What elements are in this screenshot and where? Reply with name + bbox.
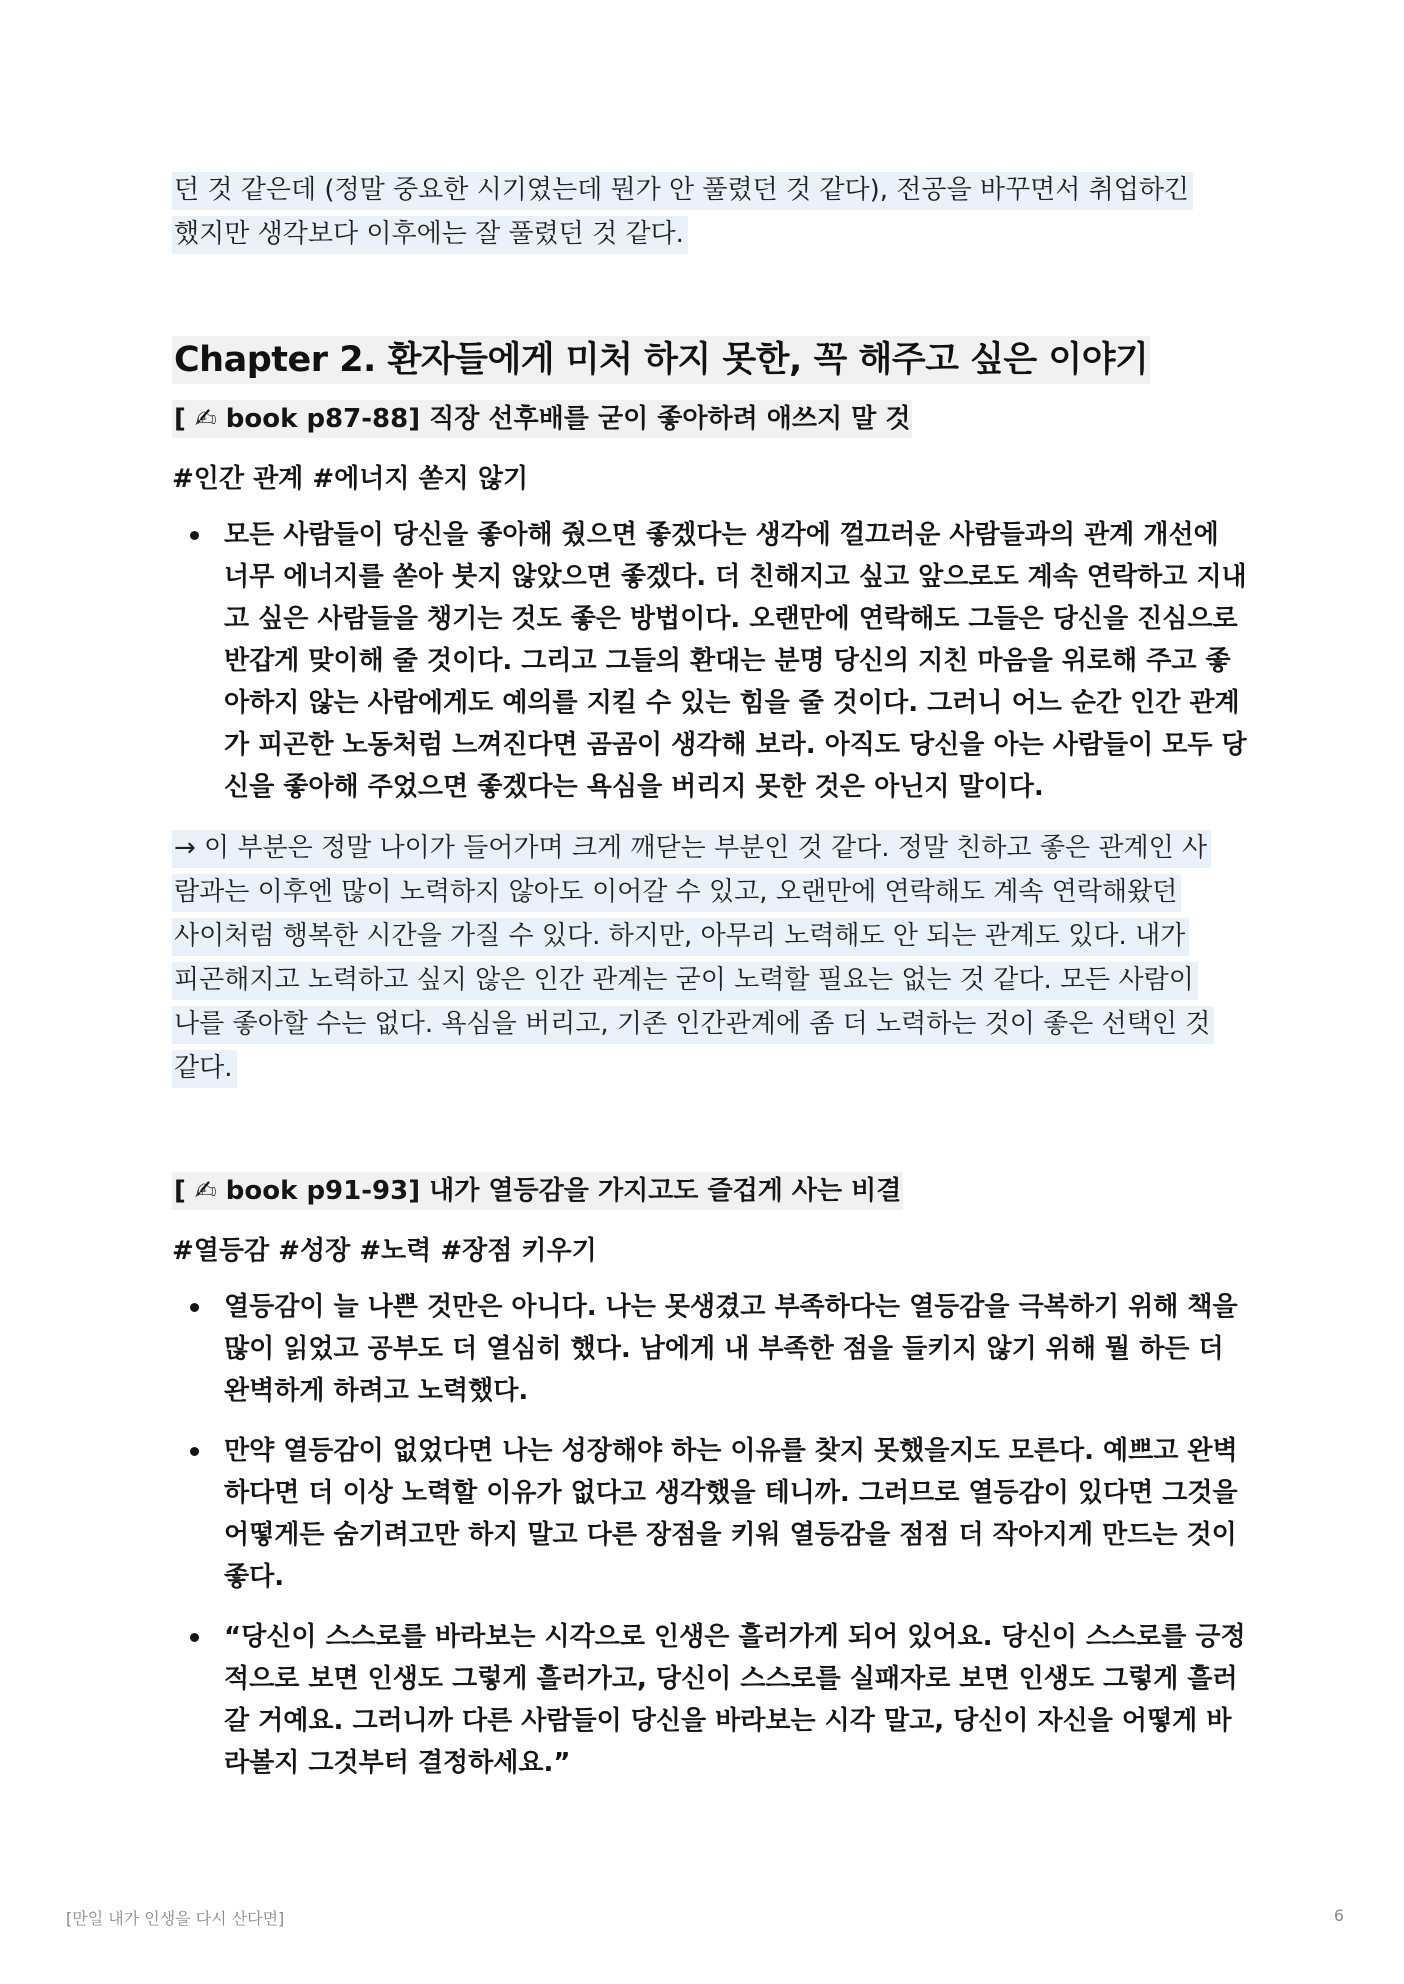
bullet-dot-icon bbox=[190, 1447, 199, 1456]
bullet-text: 열등감이 늘 나쁜 것만은 아니다. 나는 못생겼고 부족하다는 열등감을 극복하기 위해 책을 많이 읽었고 공부도 더 열심히 했다. 남에게 내 부족한 점을 들키지 않기 위해 뭘 하든 더 완벽하게 하려고 노력했다. bbox=[224, 1292, 1238, 1406]
section-heading bbox=[172, 1170, 1252, 1212]
bullet-text: “당신이 스스로를 바라보는 시각으로 인생은 흘러가게 되어 있어요. 당신이 스스로를 긍정적으로 보면 인생도 그렇게 흘러가고, 당신이 스스로를 실패자로 보면 인생도 그렇게 흘러갈 거예요. 그러니까 다른 사람들이 당신을 바라보는 시각 말고, 당신이 자신을 어떻게 바라볼지 그것부터 결정하세요.” bbox=[224, 1622, 1246, 1778]
section-book-p87-88 bbox=[172, 398, 1252, 1090]
section-heading-text: [ ✍ book p91-93] 내가 열등감을 가지고도 즐겁게 사는 비결 bbox=[172, 1172, 903, 1210]
bullet-text: 모든 사람들이 당신을 좋아해 줬으면 좋겠다는 생각에 껄끄러운 사람들과의 관계 개선에 너무 에너지를 쏟아 붓지 않았으면 좋겠다. 더 친해지고 싶고 앞으로도 계속 연락하고 지내고 싶은 사람들을 챙기는 것도 좋은 방법이다. 오랜만에 연락해도 그들은 당신을 진심으로 반갑게 맞이해 줄 것이다. 그리고 그들의 환대는 분명 당신의 지친 마음을 위로해 주고 좋아하지 않는 사람에게도 예의를 지킬 수 있는 힘을 줄 것이다. 그러니 어느 순간 인간 관계가 피곤한 노동처럼 느껴진다면 곰곰이 생각해 보라. 아직도 당신을 아는 사람들이 모두 당신을 좋아해 주었으면 좋겠다는 욕심을 버리지 못한 것은 아닌지 말이다. bbox=[224, 520, 1247, 802]
section-heading-text: [ ✍ book p87-88] 직장 선후배를 굳이 좋아하려 애쓰지 말 것 bbox=[172, 400, 912, 438]
note-line: 람과는 이후엔 많이 노력하지 않아도 이어갈 수 있고, 오랜만에 연락해도 계속 연락해왔던 bbox=[172, 874, 1181, 912]
section-tags: #열등감 #성장 #노력 #장점 키우기 bbox=[172, 1236, 597, 1266]
footer-document-title: [만일 내가 인생을 다시 산다면] bbox=[66, 1909, 285, 1928]
section-book-p91-93 bbox=[172, 1170, 1252, 1784]
note-line: 사이처럼 행복한 시간을 가질 수 있다. 하지만, 아무리 노력해도 안 되는 관계도 있다. 내가 bbox=[172, 918, 1189, 956]
bullet-dot-icon bbox=[190, 1303, 199, 1312]
note-line: 나를 좋아할 수는 없다. 욕심을 버리고, 기존 인간관계에 좀 더 노력하는 것이 좋은 선택인 것 bbox=[172, 1006, 1214, 1044]
footer-page-number: 6 bbox=[1333, 1906, 1344, 1925]
reflection-note bbox=[172, 826, 1252, 1090]
note-line: → 이 부분은 정말 나이가 들어가며 크게 깨닫는 부분인 것 같다. 정말 친하고 좋은 관계인 사 bbox=[172, 830, 1211, 868]
note-line: 피곤해지고 노력하고 싶지 않은 인간 관계는 굳이 노력할 필요는 없는 것 같다. 모든 사람이 bbox=[172, 962, 1198, 1000]
bullet-list bbox=[172, 1286, 1252, 1784]
bullet-dot-icon bbox=[190, 531, 199, 540]
bullet-dot-icon bbox=[190, 1633, 199, 1642]
chapter-title-text: Chapter 2. 환자들에게 미처 하지 못한, 꼭 해주고 싶은 이야기 bbox=[172, 336, 1150, 384]
bullet-item bbox=[172, 514, 1252, 808]
bullet-item bbox=[172, 1430, 1252, 1598]
bullet-list bbox=[172, 514, 1252, 808]
note-line: 같다. bbox=[172, 1050, 237, 1088]
bullet-item bbox=[172, 1616, 1252, 1784]
section-heading bbox=[172, 398, 1252, 440]
chapter-title bbox=[172, 336, 1252, 384]
section-tags: #인간 관계 #에너지 쏟지 않기 bbox=[172, 464, 529, 494]
document-page bbox=[172, 168, 1252, 1802]
bullet-text: 만약 열등감이 없었다면 나는 성장해야 하는 이유를 찾지 못했을지도 모른다. 예쁘고 완벽하다면 더 이상 노력할 이유가 없다고 생각했을 테니까. 그러므로 열등감이 있다면 그것을 어떻게든 숨기려고만 하지 말고 다른 장점을 키워 열등감을 점점 더 작아지게 만드는 것이 좋다. bbox=[224, 1436, 1238, 1592]
intro-line: 던 것 같은데 (정말 중요한 시기였는데 뭔가 안 풀렸던 것 같다), 전공을 바꾸면서 취업하긴 bbox=[172, 172, 1193, 210]
intro-paragraph bbox=[172, 168, 1252, 256]
intro-line: 했지만 생각보다 이후에는 잘 풀렸던 것 같다. bbox=[172, 216, 688, 254]
bullet-item bbox=[172, 1286, 1252, 1412]
